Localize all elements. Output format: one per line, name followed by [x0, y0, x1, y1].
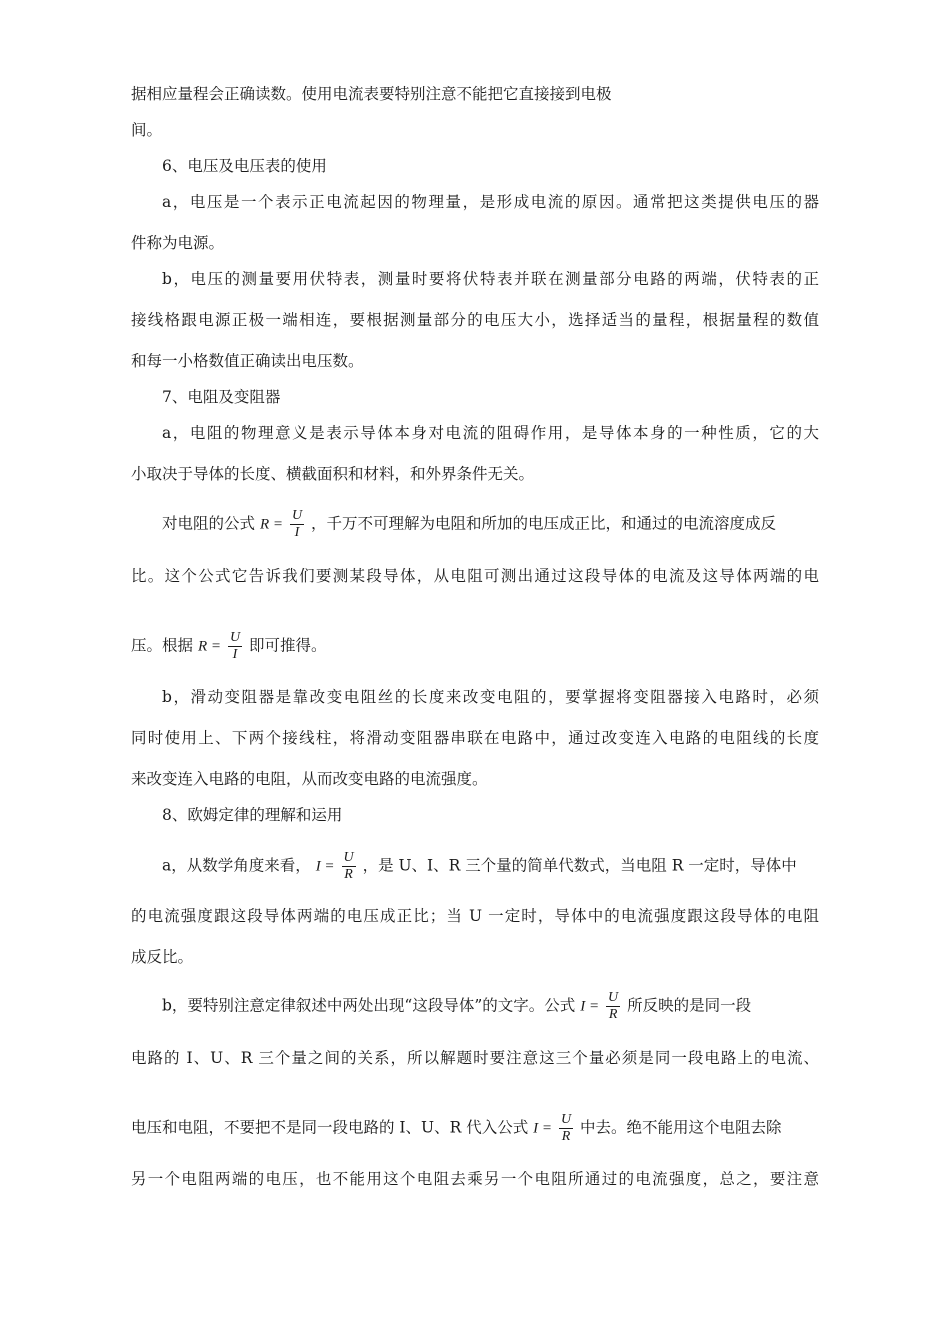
formula-line — [131, 630, 327, 663]
fraction-numerator: U — [560, 1112, 572, 1127]
formula-line — [162, 990, 751, 1023]
text-line: 另一个电阻两端的电压，也不能用这个电阻去乘另一个电阻所通过的电流强度，总之，要注意 — [131, 1170, 819, 1188]
formula-lhs: I = — [315, 858, 335, 875]
fraction-denominator: I — [294, 525, 300, 540]
formula-lhs: I = — [580, 998, 600, 1015]
text-segment: 电压和电阻，不要把不是同一段电路的 I、U、R 代入公式 — [131, 1118, 529, 1137]
formula-lhs: R = — [197, 638, 221, 655]
formula-line — [162, 850, 797, 883]
text-segment: a，从数学角度来看， — [162, 856, 311, 875]
fraction-numerator: U — [608, 990, 619, 1005]
text-segment: b，要特别注意定律叙述中两处出现“这段导体”的文字。公式 — [162, 996, 576, 1015]
fraction-numerator: U — [343, 850, 354, 865]
fraction-denominator: R — [344, 867, 353, 882]
formula-lhs: R = — [259, 516, 283, 533]
text-line: b，电压的测量要用伏特表，测量时要将伏特表并联在测量部分电路的两端，伏特表的正 — [162, 270, 819, 288]
section-heading-7: 7、电阻及变阻器 — [162, 388, 281, 406]
text-line: 比。这个公式它告诉我们要测某段导体，从电阻可测出通过这段导体的电流及这导体两端的电 — [131, 567, 819, 585]
formula-fraction — [342, 850, 356, 883]
formula-fraction — [606, 990, 620, 1023]
text-line: a，电压是一个表示正电流起因的物理量，是形成电流的原因。通常把这类提供电压的器 — [162, 193, 819, 211]
text-line: 件称为电源。 — [131, 234, 225, 252]
section-heading-6: 6、电压及电压表的使用 — [162, 157, 327, 175]
text-line: b，滑动变阻器是靠改变电阻丝的长度来改变电阻的，要掌握将变阻器接入电路时，必须 — [162, 688, 819, 706]
text-line: a，电阻的物理意义是表示导体本身对电流的阻碍作用，是导体本身的一种性质，它的大 — [162, 424, 819, 442]
text-line: 电路的 I、U、R 三个量之间的关系，所以解题时要注意这三个量必须是同一段电路上的电流、 — [131, 1049, 819, 1067]
text-segment: 即可推得。 — [249, 636, 327, 655]
text-line: 的电流强度跟这段导体两端的电压成正比；当 U 一定时，导体中的电流强度跟这段导体的电阻 — [131, 907, 819, 925]
fraction-denominator: I — [232, 647, 238, 662]
text-line: 小取决于导体的长度、横截面积和材料，和外界条件无关。 — [131, 465, 535, 483]
text-line: 来改变连入电路的电阻，从而改变电路的电流强度。 — [131, 770, 488, 788]
text-segment: ，千万不可理解为电阻和所加的电压成正比，和通过的电流溶度成反 — [311, 514, 777, 533]
text-line: 间。 — [131, 121, 163, 139]
formula-line — [131, 1112, 782, 1145]
text-segment: 压。根据 — [131, 636, 194, 655]
formula-lhs: I = — [533, 1120, 553, 1137]
section-heading-8: 8、欧姆定律的理解和运用 — [162, 806, 343, 824]
fraction-numerator: U — [291, 508, 303, 523]
fraction-denominator: R — [561, 1129, 571, 1144]
formula-fraction — [290, 508, 304, 541]
text-segment: 对电阻的公式 — [162, 514, 256, 533]
text-line: 同时使用上、下两个接线柱，将滑动变阻器串联在电路中，通过改变连入电路的电阻线的长度 — [131, 729, 819, 747]
text-segment: ，是 U、I、R 三个量的简单代数式，当电阻 R 一定时，导体中 — [362, 856, 797, 875]
formula-fraction — [228, 630, 242, 663]
text-segment: 所反映的是同一段 — [627, 996, 752, 1015]
text-line: 成反比。 — [131, 948, 194, 966]
text-line: 接线格跟电源正极一端相连，要根据测量部分的电压大小，选择适当的量程，根据量程的数值 — [131, 311, 819, 329]
text-line: 据相应量程会正确读数。使用电流表要特别注意不能把它直接接到电极 — [131, 85, 612, 103]
text-line: 和每一小格数值正确读出电压数。 — [131, 352, 364, 370]
formula-fraction — [559, 1112, 573, 1145]
fraction-denominator: R — [608, 1007, 618, 1022]
text-segment: 中去。绝不能用这个电阻去除 — [580, 1118, 782, 1137]
formula-line — [162, 508, 776, 541]
fraction-numerator: U — [229, 630, 241, 645]
